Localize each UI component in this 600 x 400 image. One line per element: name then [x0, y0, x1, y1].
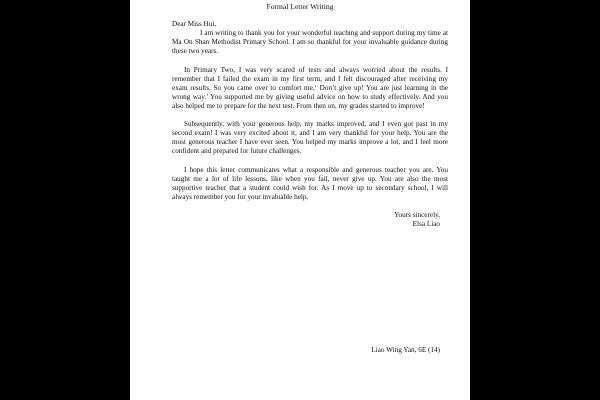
paragraph-2: In Primary Two, I was very scared of tests and always worried about the results. I remember that I failed the exam in my first term, and I felt discouraged after receiving my exam results. So you came over to comfort me,‘ Don’t give up! You are just learning in the wrong way.’ You supported me by giving useful advice on how to study effectively. And you also helped me to prepare for the next test. From then on, my grades started to improve!	[172, 65, 448, 110]
salutation: Dear Miss Hui,	[172, 20, 217, 28]
paragraph-gap	[172, 56, 448, 66]
author-line: Liao Wing Yan, 6E (14)	[371, 346, 440, 354]
closing: Yours sincerely,	[394, 211, 440, 219]
paragraph-gap	[172, 111, 448, 121]
page-title: Formal Letter Writing	[266, 2, 334, 11]
signature: Elsa Liao	[412, 220, 440, 228]
letter-body	[172, 20, 448, 229]
paragraph-gap	[172, 202, 448, 212]
paragraph-3: Subsequently, with your generous help, my marks improved, and I even got past in my second exam! I was very excited about it, and I am very thankful for your help. You are the most generous teacher I have ever seen. You helped my marks improve a lot, and I feel more confident and prepared for future challenges.	[172, 120, 448, 155]
paragraph-gap	[172, 156, 448, 166]
letter-page	[130, 0, 470, 400]
paragraph-1: I am writing to thank you for your wonderful teaching and support during my time at Ma On Shan Methodist Primary School. I am so thankful for your invaluable guidance during these two years.	[172, 29, 448, 55]
paragraph-4: I hope this letter communicates what a responsible and generous teacher you are. You taught me a lot of life lessons, like when you fail, never give up. You are also the most supportive teacher that a student could wish for. As I move up to secondary school, I will always remember you for your invaluable help.	[172, 165, 448, 201]
